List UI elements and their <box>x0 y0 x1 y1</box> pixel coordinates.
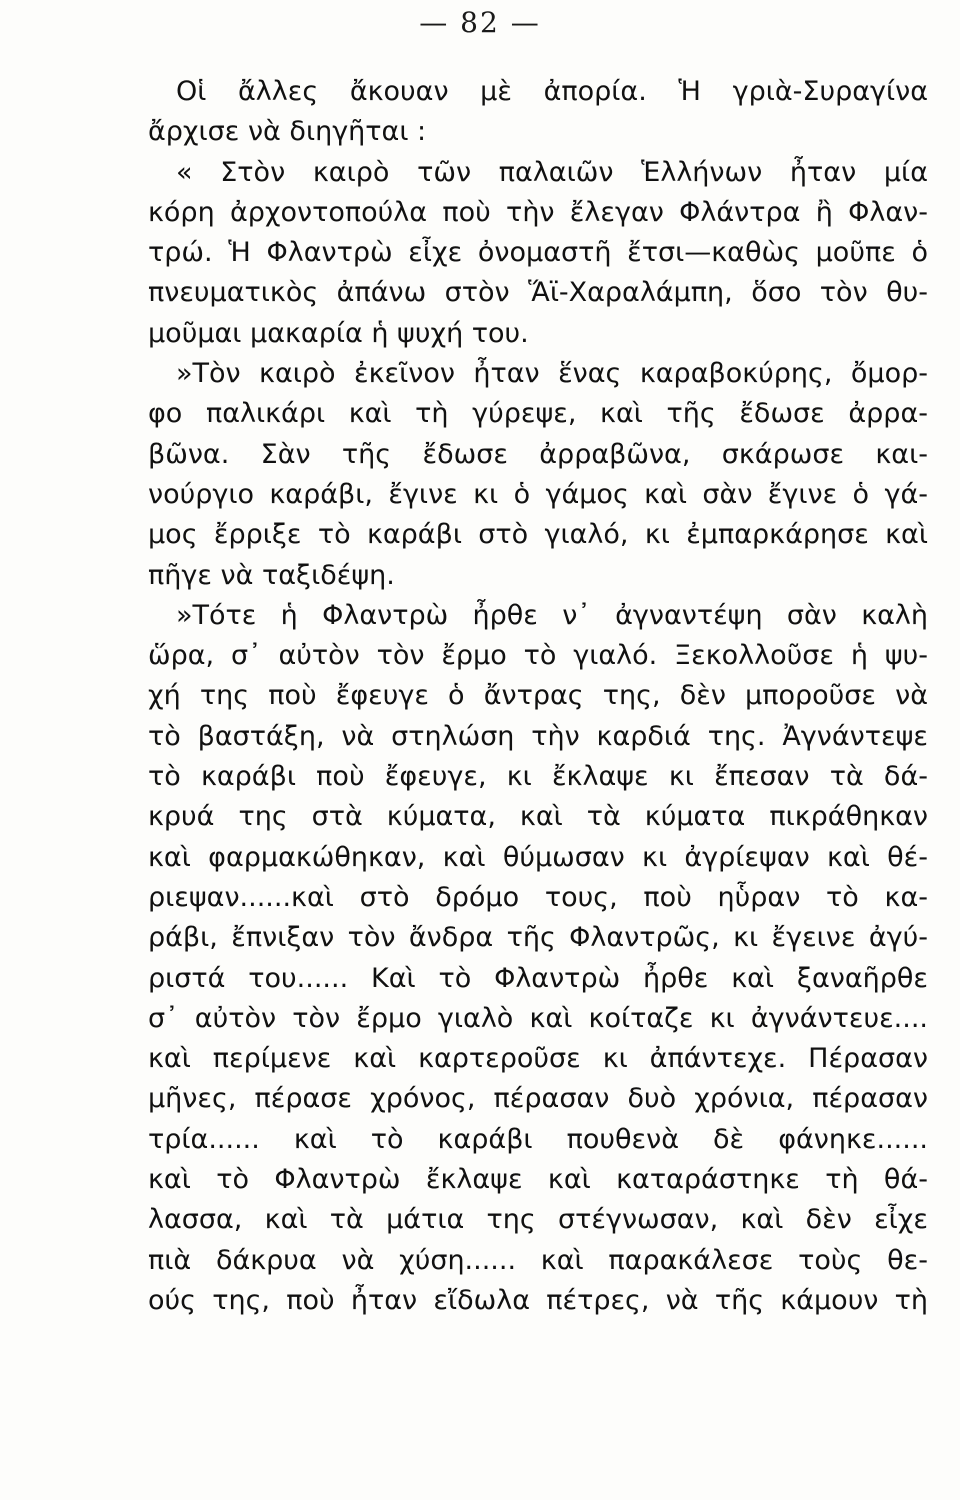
text-line: « Στὸν καιρὸ τῶν παλαιῶν Ἑλλήνων ἦταν μία <box>176 156 928 188</box>
text-line: τρώ. Ἡ Φλαντρὼ εἶχε ὀνομαστῆ ἔτσι—καθὼς μοῦπε ὁ <box>148 237 928 269</box>
text-line: λασσα, καὶ τὰ μάτια της στέγνωσαν, καὶ δὲν εἶχε <box>148 1204 928 1236</box>
text-line: μοῦμαι μακαρία ἡ ψυχή του. <box>148 317 529 349</box>
text-line: φο παλικάρι καὶ τὴ γύρεψε, καὶ τῆς ἔδωσε ἀρρα- <box>148 398 928 430</box>
text-line: κρυά της στὰ κύματα, καὶ τὰ κύματα πικράθηκαν <box>148 801 928 833</box>
text-line: πνευματικὸς ἀπάνω στὸν Ἅϊ-Χαραλάμπη, ὅσο τὸν θυ- <box>148 277 928 309</box>
text-line: καὶ περίμενε καὶ καρτεροῦσε κι ἀπάντεχε. Πέρασαν <box>148 1043 928 1075</box>
page-number: — 82 — <box>419 6 541 39</box>
text-line: καὶ φαρμακώθηκαν, καὶ θύμωσαν κι ἀγρίεψαν καὶ θέ- <box>148 841 928 873</box>
text-line: τὸ βαστάξη, νὰ στηλώση τὴν καρδιά της. Ἀγνάντεψε <box>148 720 928 752</box>
text-line: πῆγε νὰ ταξιδέψη. <box>148 559 395 591</box>
text-line: Οἱ ἄλλες ἄκουαν μὲ ἀπορία. Ἡ γριὰ-Συραγίνα <box>176 76 928 107</box>
text-line: κόρη ἀρχοντοπούλα ποὺ τὴν ἔλεγαν Φλάντρα ἢ Φλαν- <box>148 196 928 228</box>
text-line: μῆνες, πέρασε χρόνος, πέρασαν δυὸ χρόνια, πέρασαν <box>148 1083 928 1115</box>
body-text <box>148 72 928 1321</box>
text-line: πιὰ δάκρυα νὰ χύση...... καὶ παρακάλεσε τοὺς θε- <box>148 1244 928 1276</box>
text-line: καὶ τὸ Φλαντρὼ ἔκλαψε καὶ καταράστηκε τὴ θά- <box>148 1164 928 1196</box>
text-line: ράβι, ἔπνιξαν τὸν ἄνδρα τῆς Φλαντρῶς, κι ἔγεινε ἀγύ- <box>148 922 928 954</box>
text-line: νούργιο καράβι, ἔγινε κι ὁ γάμος καὶ σὰν ἔγινε ὁ γά- <box>148 478 928 510</box>
text-line: μος ἔρριξε τὸ καράβι στὸ γιαλό, κι ἐμπαρκάρησε καὶ <box>148 519 928 551</box>
text-line: ὥρα, σ᾿ αὐτὸν τὸν ἔρμο τὸ γιαλό. Ξεκολλοῦσε ἡ ψυ- <box>148 640 928 672</box>
text-line: βῶνα. Σὰν τῆς ἔδωσε ἀρραβῶνα, σκάρωσε και- <box>148 438 928 470</box>
text-line: σ᾿ αὐτὸν τὸν ἔρμο γιαλὸ καὶ κοίταζε κι ἀγνάντευε.... <box>148 1002 928 1034</box>
text-line: χή της ποὺ ἔφευγε ὁ ἄντρας της, δὲν μποροῦσε νὰ <box>148 680 928 712</box>
text-line: τρία...... καὶ τὸ καράβι πουθενὰ δὲ φάνηκε...... <box>148 1123 928 1155</box>
text-line: ούς της, ποὺ ἦταν εἴδωλα πέτρες, νὰ τῆς κάμουν τὴ <box>148 1284 928 1316</box>
text-line: τὸ καράβι ποὺ ἔφευγε, κι ἔκλαψε κι ἔπεσαν τὰ δά- <box>148 761 928 793</box>
text-line: ριεψαν......καὶ στὸ δρόμο τους, ποὺ ηὗραν τὸ κα- <box>148 881 928 913</box>
text-line: »Τὸν καιρὸ ἐκεῖνον ἦταν ἕνας καραβοκύρης, ὄμορ- <box>176 358 928 390</box>
text-line: ἄρχισε νὰ διηγῆται : <box>148 116 427 148</box>
text-line: ριστά του...... Καὶ τὸ Φλαντρὼ ἦρθε καὶ ξαναῆρθε <box>148 962 928 994</box>
text-line: »Τότε ἡ Φλαντρὼ ἦρθε ν᾿ ἀγναντέψη σὰν καλὴ <box>176 599 928 631</box>
